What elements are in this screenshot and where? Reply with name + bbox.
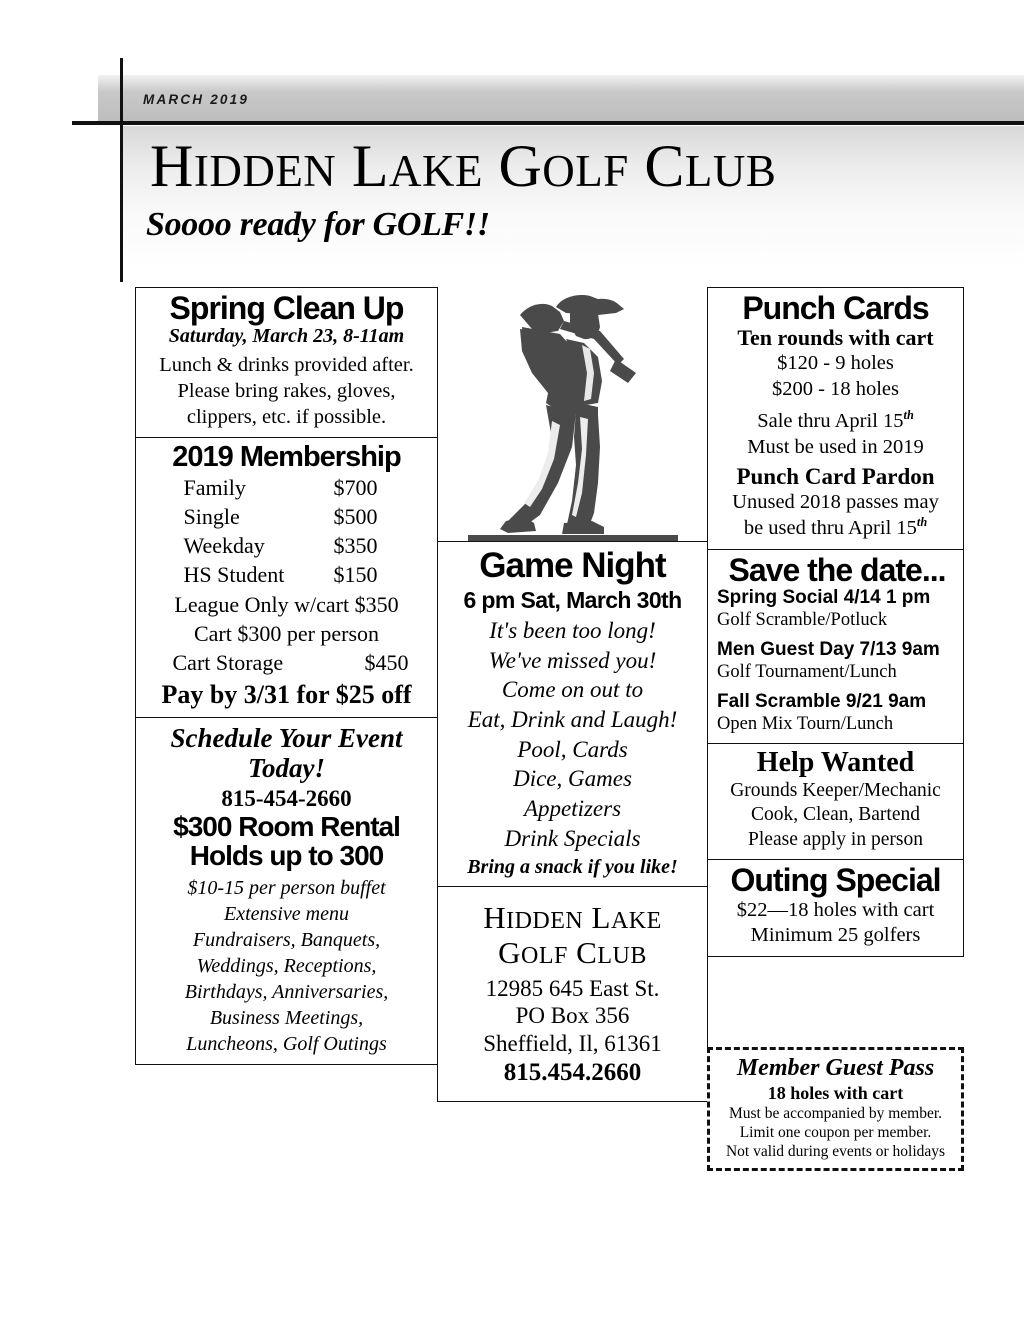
event-headline: Fall Scramble 9/21 9am — [717, 691, 927, 713]
game-night-line: Pool, Cards — [517, 736, 628, 762]
room-capacity: Holds up to 300 — [189, 840, 384, 872]
schedule-event-detail: Birthdays, Anniversaries, — [184, 980, 389, 1003]
schedule-event-box — [135, 718, 438, 1064]
middle-column — [437, 287, 708, 1102]
membership-label: Family — [183, 474, 246, 500]
punch-card-pardon-text: be used thru April 15 — [743, 517, 917, 540]
game-night-line: Drink Specials — [504, 825, 641, 851]
member-guest-pass-coupon — [707, 1047, 964, 1171]
punch-cards-price: $120 - 9 holes — [777, 352, 894, 375]
spring-clean-up-when: Saturday, March 23, 8-11am — [168, 325, 405, 348]
schedule-event-detail: Weddings, Receptions, — [196, 954, 377, 977]
punch-cards-must-use: Must be used in 2019 — [747, 435, 924, 458]
coupon-term: Limit one coupon per member. — [739, 1124, 932, 1142]
right-column — [707, 287, 964, 957]
punch-cards-price: $200 - 18 holes — [772, 377, 899, 400]
membership-label: Weekday — [183, 533, 265, 559]
issue-date: MARCH 2019 — [143, 92, 250, 107]
help-wanted-line: Grounds Keeper/Mechanic — [730, 779, 941, 801]
punch-cards-subtitle: Ten rounds with cart — [737, 325, 934, 351]
spring-clean-up-box — [135, 287, 438, 438]
game-night-line: We've missed you! — [488, 647, 657, 673]
punch-card-pardon-line — [714, 515, 957, 541]
help-wanted-line: Cook, Clean, Bartend — [751, 804, 920, 826]
schedule-event-title-line1: Schedule Your Event — [170, 723, 403, 754]
save-the-date-event — [717, 691, 957, 736]
club-name-line1: HIDDEN LAKE — [483, 900, 662, 936]
schedule-event-detail: Extensive menu — [224, 902, 349, 925]
punch-cards-sale-text: Sale thru April 15 — [757, 410, 904, 433]
ordinal-suffix: th — [903, 408, 914, 423]
event-detail: Open Mix Tourn/Lunch — [717, 714, 894, 735]
help-wanted-title: Help Wanted — [756, 747, 915, 779]
schedule-event-detail: Business Meetings, — [209, 1006, 364, 1029]
masthead — [0, 0, 1024, 270]
page-title: HIDDEN LAKE GOLF CLUB — [150, 133, 777, 199]
membership-title: 2019 Membership — [172, 441, 401, 474]
membership-row — [142, 473, 431, 502]
golfer-silhouette-icon — [437, 287, 708, 541]
save-the-date-event — [717, 587, 957, 632]
spring-clean-up-line: clippers, etc. if possible. — [186, 405, 387, 428]
schedule-event-detail: Fundraisers, Banquets, — [192, 928, 381, 951]
schedule-event-phone[interactable]: 815-454-2660 — [221, 785, 352, 811]
membership-box — [135, 438, 438, 718]
punch-card-pardon-title: Punch Card Pardon — [736, 463, 935, 489]
game-night-line: Appetizers — [523, 795, 622, 821]
masthead-horizontal-rule — [72, 121, 1024, 125]
punch-card-pardon-line: Unused 2018 passes may — [732, 490, 939, 513]
game-night-box — [437, 541, 708, 887]
punch-cards-box — [707, 287, 964, 550]
outing-special-price: $22—18 holes with cart — [736, 898, 935, 921]
game-night-footer: Bring a snack if you like! — [467, 856, 678, 879]
tagline: Soooo ready for GOLF!! — [146, 206, 490, 243]
game-night-when: 6 pm Sat, March 30th — [463, 587, 682, 613]
help-wanted-line: Please apply in person — [748, 828, 923, 850]
membership-row — [142, 560, 431, 589]
membership-row — [142, 648, 431, 677]
outing-special-minimum: Minimum 25 golfers — [750, 924, 921, 947]
outing-special-title: Outing Special — [730, 862, 941, 899]
address-phone[interactable]: 815.454.2660 — [503, 1059, 642, 1087]
address-city-state-zip: Sheffield, Il, 61361 — [483, 1030, 662, 1056]
coupon-title: Member Guest Pass — [736, 1055, 935, 1081]
membership-price: $700 — [333, 474, 378, 500]
membership-discount: Pay by 3/31 for $25 off — [161, 680, 412, 710]
game-night-line: Come on out to — [501, 677, 644, 703]
event-detail: Golf Scramble/Potluck — [717, 609, 888, 630]
outing-special-box — [707, 860, 964, 957]
event-detail: Golf Tournament/Lunch — [717, 662, 897, 682]
membership-row: Cart $300 per person — [193, 620, 380, 646]
membership-price: $350 — [333, 533, 378, 559]
left-column — [135, 287, 438, 1065]
save-the-date-event — [717, 639, 957, 684]
ordinal-suffix: th — [916, 515, 928, 530]
membership-label: HS Student — [183, 562, 285, 588]
masthead-vertical-rule — [120, 58, 123, 282]
game-night-title: Game Night — [479, 546, 666, 585]
address-po-box: PO Box 356 — [515, 1003, 630, 1029]
coupon-term: Must be accompanied by member. — [728, 1105, 943, 1122]
spring-clean-up-line: Please bring rakes, gloves, — [177, 379, 396, 402]
help-wanted-box — [707, 744, 964, 860]
event-headline: Spring Social 4/14 1 pm — [717, 587, 931, 609]
spring-clean-up-line: Lunch & drinks provided after. — [159, 354, 414, 377]
membership-label: Cart Storage — [172, 650, 284, 676]
event-headline: Men Guest Day 7/13 9am — [717, 639, 940, 661]
membership-row: League Only w/cart $350 — [174, 591, 399, 617]
membership-price-list — [142, 473, 431, 678]
membership-row — [142, 531, 431, 560]
membership-row — [142, 502, 431, 531]
save-the-date-title: Save the date... — [728, 551, 946, 588]
membership-label: Single — [183, 503, 240, 529]
membership-price: $150 — [333, 562, 378, 588]
game-night-line: It's been too long! — [489, 618, 656, 643]
game-night-line: Eat, Drink and Laugh! — [467, 706, 678, 732]
membership-price: $450 — [364, 650, 409, 676]
coupon-term: Not valid during events or holidays — [725, 1143, 946, 1161]
address-street: 12985 645 East St. — [485, 975, 660, 1001]
room-rental-price: $300 Room Rental — [173, 810, 400, 842]
club-name-line2: GOLF CLUB — [498, 934, 647, 970]
schedule-event-detail: Luncheons, Golf Outings — [186, 1032, 387, 1055]
game-night-line: Dice, Games — [513, 766, 632, 792]
schedule-event-title-line2: Today! — [247, 753, 325, 784]
schedule-event-detail: $10-15 per person buffet — [187, 876, 386, 899]
save-the-date-box — [707, 550, 964, 745]
address-block-box — [437, 887, 708, 1102]
membership-price: $500 — [333, 503, 378, 529]
spring-clean-up-title: Spring Clean Up — [169, 290, 404, 326]
coupon-subtitle: 18 holes with cart — [767, 1083, 904, 1103]
punch-cards-sale-window — [714, 408, 957, 434]
punch-cards-title: Punch Cards — [742, 290, 929, 326]
